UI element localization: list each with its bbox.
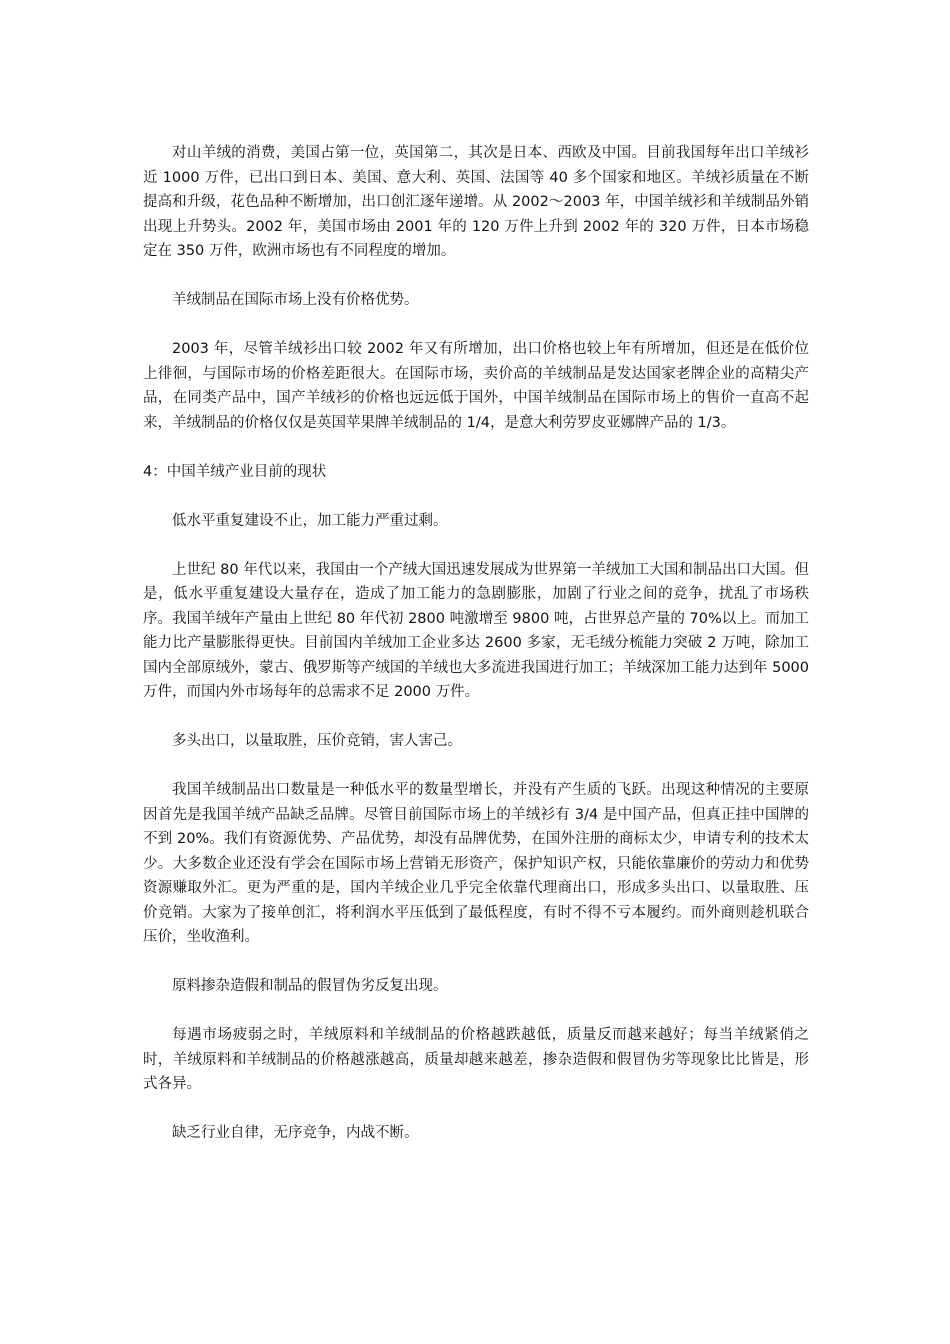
paragraph-processing-growth: 上世纪 80 年代以来，我国由一个产绒大国迅速发展成为世界第一羊绒加工大国和制品出口大国。但是，低水平重复建设大量存在，造成了加工能力的急剧膨胀，加剧了行业之间的竞争，扰乱了市场秩序。我国羊绒年产量由上世纪 80 年代初 2800 吨激增至 9800 吨，占世界总产量的 70%以上。而加工能力比产量膨胀得更快。目前国内羊绒加工企业多达 2600 多家，无毛绒分梳能力突破 2 万吨，除加工国内全部原绒外，蒙古、俄罗斯等产绒国的羊绒也大多流进我国进行加工；羊绒深加工能力达到年 5000 万件，而国内外市场每年的总需求不足 2000 万件。: [143, 561, 809, 700]
paragraph-brand-lacking: 我国羊绒制品出口数量是一种低水平的数量型增长，并没有产生质的飞跃。出现这种情况的主要原因首先是我国羊绒产品缺乏品牌。尽管目前国际市场上的羊绒衫有 3/4 是中国产品，但真正挂中国牌的不到 20%。我们有资源优势、产品优势，却没有品牌优势，在国外注册的商标太少，申请专利的技术太少。大多数企业还没有学会在国际市场上营销无形资产，保护知识产权，只能依靠廉价的劳动力和优势资源赚取外汇。更为严重的是，国内羊绒企业几乎完全依靠代理商出口，形成多头出口、以量取胜、压价竞销。大家为了接单创汇，将利润水平压低到了最低程度，有时不得不亏本履约。而外商则趁机联合压价，坐收渔利。: [143, 782, 809, 945]
paragraph-multi-export: 多头出口，以量取胜，压价竞销，害人害己。: [172, 733, 462, 749]
paragraph-self-discipline: 缺乏行业自律，无序竞争，内战不断。: [172, 1125, 419, 1141]
section-heading-current-status: 4：中国羊绒产业目前的现状: [143, 463, 327, 480]
paragraph-overcapacity: 低水平重复建设不止，加工能力严重过剩。: [172, 512, 448, 529]
paragraph-export-price-2003: 2003 年，尽管羊绒衫出口较 2002 年又有所增加，出口价格也较上年有所增加，但还是在低价位上徘徊，与国际市场的价格差距很大。在国际市场，卖价高的羊绒制品是发达国家老牌企业的高精尖产品，在同类产品中，国产羊绒衫的价格也远远低于国外，中国羊绒制品在国际市场上的售价一直高不起来，羊绒制品的价格仅仅是英国苹果牌羊绒制品的 1/4，是意大利劳罗皮亚娜牌产品的 1/3。: [143, 341, 809, 431]
paragraph-cashmere-consumption: 对山羊绒的消费，美国占第一位，英国第二，其次是日本、西欧及中国。目前我国每年出口羊绒衫近 1000 万件，已出口到日本、美国、意大利、英国、法国等 40 多个国家和地区。羊绒衫质量在不断提高和升级，花色品种不断增加，出口创汇逐年递增。从 2002～2003 年，中国羊绒衫和羊绒制品外销出现上升势头。2002 年，美国市场由 2001 年的 120 万件上升到 2002 年的 320 万件，日本市场稳定在 350 万件，欧洲市场也有不同程度的增加。: [143, 145, 809, 259]
paragraph-adulteration: 原料掺杂造假和制品的假冒伪劣反复出现。: [172, 978, 448, 994]
paragraph-no-price-advantage: 羊绒制品在国际市场上没有价格优势。: [172, 292, 419, 308]
paragraph-market-quality: 每遇市场疲弱之时，羊绒原料和羊绒制品的价格越跌越低，质量反而越来越好；每当羊绒紧俏之时，羊绒原料和羊绒制品的价格越涨越高，质量却越来越差，掺杂造假和假冒伪劣等现象比比皆是，形式各异。: [143, 1027, 809, 1092]
document-page: [143, 141, 809, 1170]
